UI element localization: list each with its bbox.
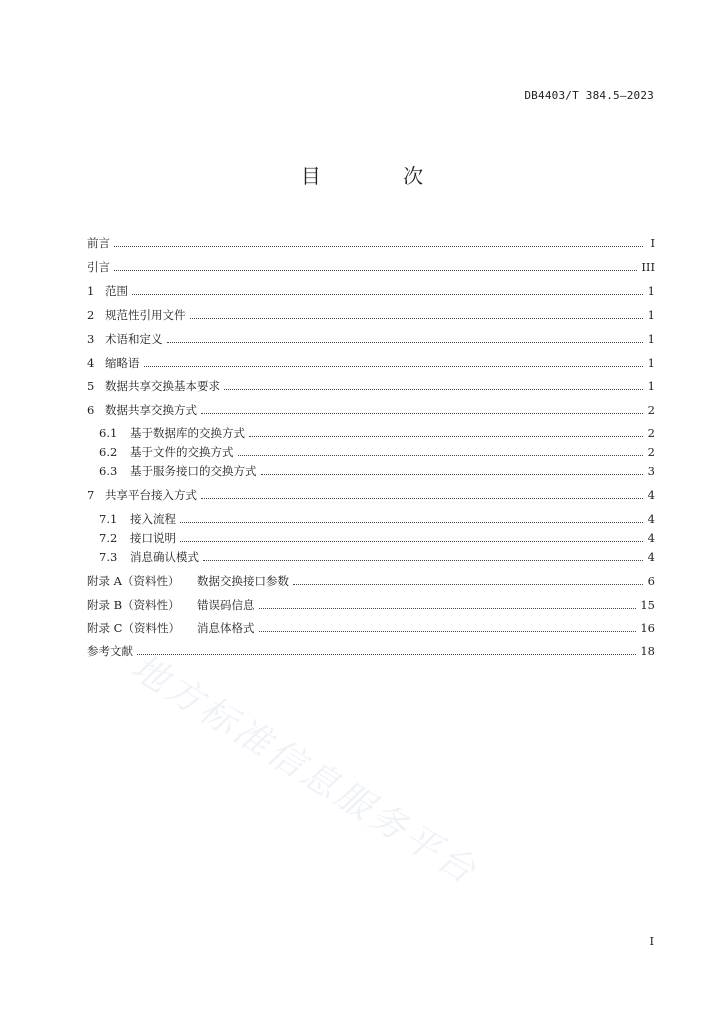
- toc-entry-7-2[interactable]: [87, 528, 655, 548]
- toc-number: 1: [87, 284, 95, 298]
- toc-page: III: [641, 260, 655, 274]
- toc-entry-preface[interactable]: [87, 233, 655, 253]
- toc-page: 2: [647, 445, 655, 459]
- toc-number: 6.3: [99, 464, 118, 478]
- toc-entry-6-3[interactable]: [87, 461, 655, 481]
- leader-dots: [259, 630, 637, 632]
- toc-entry-7-3[interactable]: [87, 547, 655, 567]
- leader-dots: [259, 607, 637, 609]
- leader-dots: [144, 365, 644, 367]
- toc-label: 错误码信息: [197, 598, 255, 612]
- toc-label: 基于服务接口的交换方式: [130, 464, 257, 478]
- leader-dots: [190, 317, 644, 319]
- leader-dots: [137, 653, 636, 655]
- toc-label: 接入流程: [130, 512, 176, 526]
- toc-number: 7.1: [99, 512, 118, 526]
- document-code: DB4403/T 384.5—2023: [524, 89, 654, 102]
- toc-page: 4: [647, 512, 655, 526]
- toc-page: 1: [647, 284, 655, 298]
- toc-label: 数据交换接口参数: [197, 574, 289, 588]
- toc-label: 消息体格式: [197, 621, 255, 635]
- toc-page: 4: [647, 550, 655, 564]
- toc-label: 数据共享交换基本要求: [105, 379, 220, 393]
- toc-number: 7: [87, 488, 95, 502]
- leader-dots: [224, 388, 643, 390]
- toc-page: 4: [647, 531, 655, 545]
- toc-entry-5[interactable]: [87, 376, 655, 396]
- leader-dots: [203, 559, 643, 561]
- toc-page: 16: [640, 621, 655, 635]
- toc-label: 缩略语: [105, 356, 140, 370]
- toc-entry-3[interactable]: [87, 329, 655, 349]
- toc-entry-appendix-b[interactable]: [87, 595, 655, 615]
- toc-label: 接口说明: [130, 531, 176, 545]
- leader-dots: [114, 245, 643, 247]
- leader-dots: [293, 583, 643, 585]
- toc-entry-6-1[interactable]: [87, 423, 655, 443]
- toc-number: 6.2: [99, 445, 118, 459]
- toc-label: 消息确认模式: [130, 550, 199, 564]
- toc-label: 规范性引用文件: [105, 308, 186, 322]
- toc-entry-7-1[interactable]: [87, 509, 655, 529]
- toc-page: 1: [647, 308, 655, 322]
- toc-page: 1: [647, 379, 655, 393]
- toc-page: 2: [647, 426, 655, 440]
- toc-entry-2[interactable]: [87, 305, 655, 325]
- leader-dots: [261, 473, 644, 475]
- toc-page: 15: [640, 598, 655, 612]
- toc-label: 数据共享交换方式: [105, 403, 197, 417]
- toc-title: 目 次: [300, 164, 462, 188]
- toc-entry-1[interactable]: [87, 281, 655, 301]
- toc-page: 18: [640, 644, 655, 658]
- leader-dots: [201, 497, 643, 499]
- toc-entry-6[interactable]: [87, 400, 655, 420]
- toc-page: 2: [647, 403, 655, 417]
- toc-number: 6.1: [99, 426, 118, 440]
- leader-dots: [180, 521, 643, 523]
- toc-entry-introduction[interactable]: [87, 257, 655, 277]
- toc-number: 7.3: [99, 550, 118, 564]
- toc-page: I: [650, 236, 655, 250]
- leader-dots: [201, 412, 643, 414]
- toc-label: 引言: [87, 260, 110, 274]
- leader-dots: [167, 341, 644, 343]
- toc-number: 6: [87, 403, 95, 417]
- toc-entry-7[interactable]: [87, 485, 655, 505]
- leader-dots: [114, 269, 637, 271]
- toc-label: 范围: [105, 284, 128, 298]
- toc-label: 共享平台接入方式: [105, 488, 197, 502]
- toc-page: 3: [647, 464, 655, 478]
- toc-number: 附录 A（资料性）: [87, 574, 180, 588]
- toc-number: 2: [87, 308, 95, 322]
- toc-entry-appendix-a[interactable]: [87, 571, 655, 591]
- toc-entry-4[interactable]: [87, 353, 655, 373]
- toc-number: 附录 C（资料性）: [87, 621, 180, 635]
- toc-number: 5: [87, 379, 95, 393]
- page-number: I: [649, 934, 654, 948]
- leader-dots: [238, 454, 644, 456]
- leader-dots: [180, 540, 643, 542]
- toc-page: 4: [647, 488, 655, 502]
- toc-label: 基于文件的交换方式: [130, 445, 234, 459]
- toc-page: 1: [647, 332, 655, 346]
- toc-entry-appendix-c[interactable]: [87, 618, 655, 638]
- toc-page: 1: [647, 356, 655, 370]
- toc-number: 4: [87, 356, 95, 370]
- watermark: 地方标准信息服务平台: [124, 646, 485, 894]
- toc-number: 7.2: [99, 531, 118, 545]
- toc-entry-6-2[interactable]: [87, 442, 655, 462]
- leader-dots: [132, 293, 643, 295]
- toc-label: 基于数据库的交换方式: [130, 426, 245, 440]
- toc-label: 前言: [87, 236, 110, 250]
- toc-label: 参考文献: [87, 644, 133, 658]
- leader-dots: [249, 435, 643, 437]
- toc-label: 术语和定义: [105, 332, 163, 346]
- toc-number: 附录 B（资料性）: [87, 598, 180, 612]
- toc-number: 3: [87, 332, 95, 346]
- toc-page: 6: [647, 574, 655, 588]
